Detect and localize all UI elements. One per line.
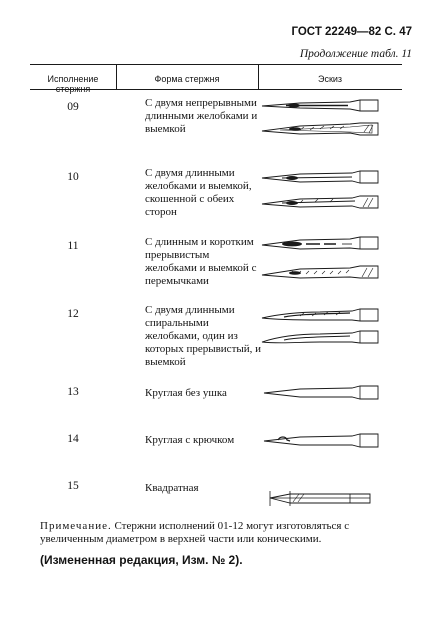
needle-sketch-13 xyxy=(260,380,410,406)
row-number: 11 xyxy=(67,240,79,252)
row-form-description: Круглая без ушка xyxy=(145,387,227,399)
table-note xyxy=(40,520,400,546)
needle-sketch-09 xyxy=(260,94,410,144)
amendment-label: (Измененная редакция, Изм. № 2). xyxy=(40,553,243,567)
row-form-description: С двумя длинными желобками и выемкой, скошенной с обеих сторон xyxy=(145,167,252,218)
column-header-sketch: Эскиз xyxy=(317,74,343,84)
row-number: 10 xyxy=(67,171,79,183)
note-lead: Примечание. xyxy=(40,520,112,532)
table-continuation-label: Продолжение табл. 11 xyxy=(299,48,412,60)
document-header: ГОСТ 22249—82 С. 47 xyxy=(291,26,412,38)
row-number: 12 xyxy=(67,308,79,320)
row-number: 13 xyxy=(67,386,79,398)
table-top-rule xyxy=(30,64,402,65)
row-number: 09 xyxy=(67,101,79,113)
needle-sketch-14 xyxy=(260,425,410,455)
needle-sketch-15 xyxy=(260,484,410,514)
note-text: Стержни исполнений 01-12 могут изготовляться с увеличенным диаметром в верхней части или коническими. xyxy=(40,520,350,545)
needle-sketch-11 xyxy=(260,230,410,290)
row-form-description: С двумя непрерывными длинными желобками и выемкой xyxy=(145,97,258,135)
needle-sketch-10 xyxy=(260,162,410,218)
row-form-description: Квадратная xyxy=(145,482,199,494)
row-number: 15 xyxy=(67,480,79,492)
row-form-description: С длинным и коротким прерывистым желобками и выемкой с перемычками xyxy=(145,236,257,287)
row-form-description: С двумя длинными спиральными желобками, один из которых прерывистый, и выемкой xyxy=(145,304,262,368)
needle-sketch-12 xyxy=(260,300,410,358)
column-header-version: Исполнение стержня xyxy=(47,74,99,94)
row-form-description: Круглая с крючком xyxy=(145,434,235,446)
column-header-form: Форма стержня xyxy=(154,74,220,84)
row-number: 14 xyxy=(67,433,79,445)
